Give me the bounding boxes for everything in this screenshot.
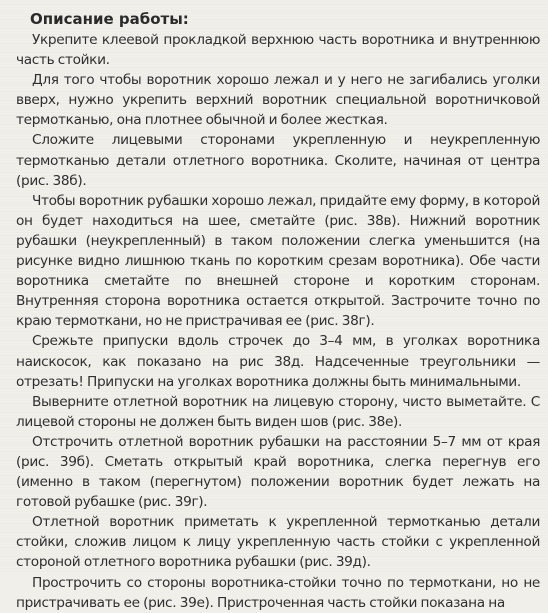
paragraph: Для того чтобы воротник хорошо лежал и у него не загибались уголки вверх, нужно укрепить верхний воротник специальной воротничковой термотканью, она плотнее обычной и более жесткая. <box>16 72 540 129</box>
section-heading: Описание работы: <box>30 10 189 28</box>
paragraph: Прострочить со стороны воротника-стойки точно по термоткани, но не пристрачивать ее (рис. 39е). Пристроченная часть стойки показана на <box>16 574 540 611</box>
paragraph: Отстрочить отлетной воротник рубашки на расстоянии 5–7 мм от края (рис. 39б). Сметать открытый край воротника, слегка перегнув его (именно в таком (перегнутом) положении воротник будет лежать на готовой рубашке (рис. 39г). <box>16 433 540 511</box>
paragraph: Срежьте припуски вдоль строчек до 3–4 мм, в уголках воротника наискосок, как показано на рис 38д. Надсеченные треугольники — отрезать! Припуски на уголках воротника должны быть минимальными. <box>16 333 540 390</box>
paragraph: Чтобы воротник рубашки хорошо лежал, придайте ему форму, в которой он будет находиться на шее, сметайте (рис. 38в). Нижний воротник рубашки (неукрепленный) в таком положении слегка уменьшится (на рисунке видно лишнюю ткань по коротким срезам воротника). Обе части воротника сметайте по внешней стороне и коротким сторонам. Внутренняя сторона воротника остается открытой. Застрочите точно по краю термоткани, но не пристрачивая ее (рис. 38г). <box>16 192 540 330</box>
paragraph: Выверните отлетной воротник на лицевую сторону, чисто выметайте. С лицевой стороны не должен быть виден шов (рис. 38е). <box>16 393 540 430</box>
paragraph: Сложите лицевыми сторонами укрепленную и неукрепленную термотканью детали отлетного воротника. Сколите, начиная от центра (рис. 38б). <box>16 132 540 189</box>
paragraph: Укрепите клеевой прокладкой верхнюю часть воротника и внутреннюю часть стойки. <box>16 32 540 69</box>
paragraph: Отлетной воротник приметать к укрепленной термотканью детали стойки, сложив лицом к лицу укрепленную часть стойки с укрепленной стороной отлетного воротника рубашки (рис. 39д). <box>16 514 540 571</box>
